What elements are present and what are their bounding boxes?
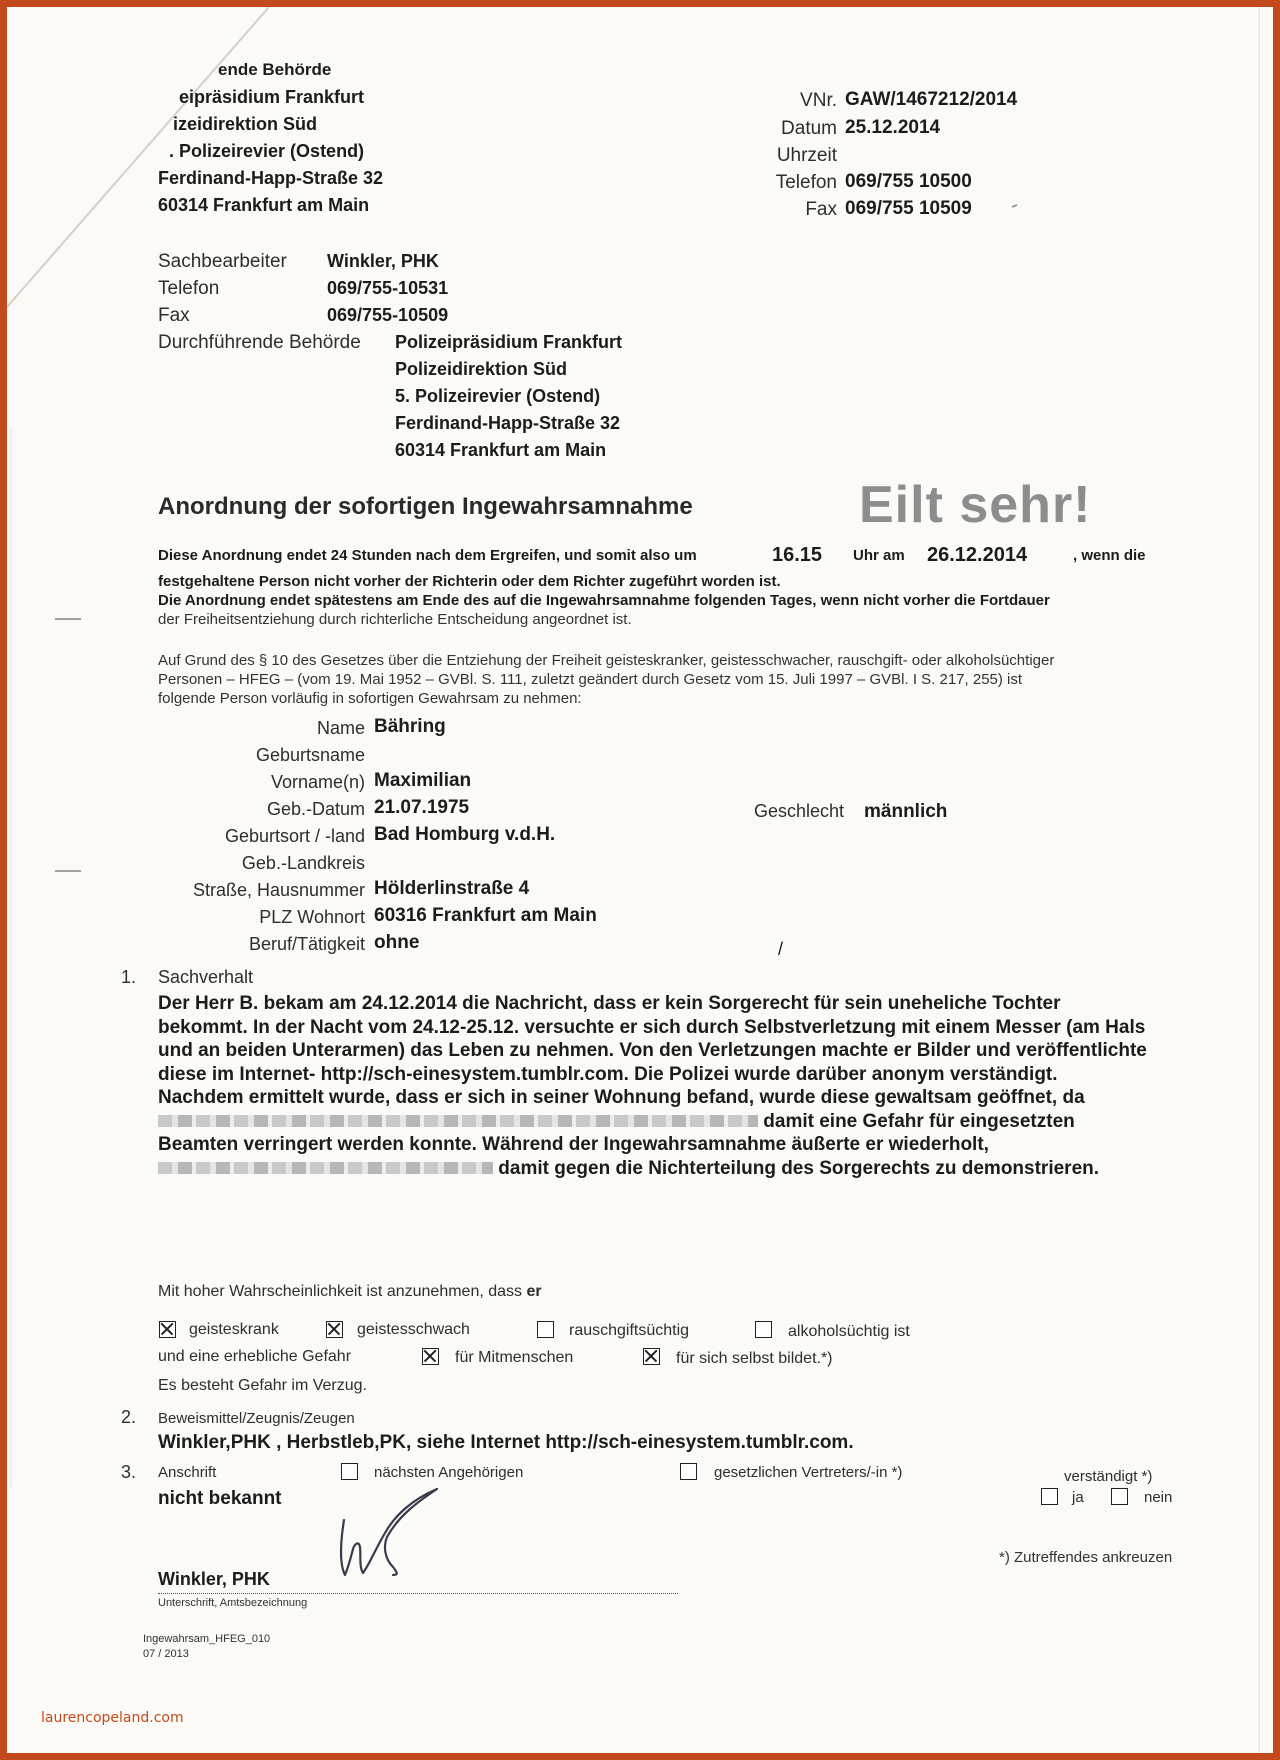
form-id: Ingewahrsam_HFEG_010 [143, 1633, 271, 1645]
durchfuehrende-line-3: 5. Polizeirevier (Ostend) [395, 386, 601, 406]
section-2-value: Winkler,PHK , Herbstleb,PK, siehe Internet http://sch-einesystem.tumblr.com. [158, 1432, 854, 1453]
signature-caption: Unterschrift, Amtsbezeichnung [158, 1597, 308, 1609]
officer-telefon-value: 069/755-10531 [327, 278, 449, 298]
gebdatum-label: Geb.-Datum [266, 799, 365, 819]
checkbox-gesetzlicher-vertreter[interactable] [680, 1463, 697, 1480]
strasse-value: Hölderlinstraße 4 [374, 878, 530, 899]
label-alkoholsuechtig: alkoholsüchtig ist [788, 1323, 910, 1340]
vnr-label: VNr. [800, 90, 837, 111]
label-nein: nein [1144, 1489, 1173, 1506]
legal-line-3: folgende Person vorläufig in sofortigen Gewahrsam zu nehmen: [158, 690, 582, 707]
sachbearbeiter-label: Sachbearbeiter [158, 251, 287, 272]
section-2-label: Beweismittel/Zeugnis/Zeugen [158, 1410, 355, 1427]
order-line-1c: , wenn die [1073, 547, 1146, 564]
document-page [7, 7, 1273, 1753]
order-end-date: 26.12.2014 [927, 544, 1028, 566]
checkbox-rauschgiftsuechtig[interactable] [537, 1321, 554, 1338]
authority-line-3: izeidirektion Süd [173, 114, 318, 134]
label-naechste-angehoerige: nächsten Angehörigen [374, 1464, 524, 1481]
sachbearbeiter-value: Winkler, PHK [327, 251, 439, 271]
redacted-text-1 [158, 1115, 758, 1127]
order-line-1a: Diese Anordnung endet 24 Stunden nach dem Ergreifen, und somit also um [158, 547, 697, 564]
section-3-value: nicht bekannt [158, 1488, 282, 1509]
facts-paragraph [158, 992, 1148, 1180]
vorname-value: Maximilian [374, 770, 472, 791]
fax-value: 069/755 10509 [845, 198, 972, 219]
durchfuehrende-line-2: Polizeidirektion Süd [395, 359, 568, 379]
facts-text-2: damit eine Gefahr für eingesetzten Beamten verringert werden konnte. Während der Ingewahrsamnahme äußerte er wiederholt, [158, 1110, 1075, 1155]
urgent-stamp: Eilt sehr! [859, 476, 1092, 534]
label-geisteskrank: geisteskrank [189, 1321, 279, 1338]
checkbox-mitmenschen[interactable] [422, 1348, 439, 1365]
authority-line-2: eipräsidium Frankfurt [179, 87, 365, 107]
authority-line-4: . Polizeirevier (Ostend) [169, 141, 365, 161]
landkreis-label: Geb.-Landkreis [241, 853, 365, 873]
facts-text-3: damit gegen die Nichterteilung des Sorgerechts zu demonstrieren. [498, 1157, 1100, 1179]
strasse-label: Straße, Hausnummer [192, 880, 365, 900]
vorname-label: Vorname(n) [270, 772, 365, 792]
order-line-2: festgehaltene Person nicht vorher der Richterin oder dem Richter zugeführt worden ist. [158, 573, 781, 590]
authority-line-1: ende Behörde [218, 60, 332, 79]
officer-fax-value: 069/755-10509 [327, 305, 449, 325]
beruf-slash: / [778, 939, 784, 959]
facts-text-1: Der Herr B. bekam am 24.12.2014 die Nachricht, dass er kein Sorgerecht für sein uneheliche Tochter bekommt. In der Nacht vom 24.12-25.12. versuchte er sich durch Selbstverletzung mit einem Messer (am Hals und an beiden Unterarmen) das Leben zu nehmen. Von den Verletzungen machte er Bilder und veröffentlichte diese im Internet- http://sch-einesystem.tumblr.com. Die Polizei wurde darüber anonym verständigt. Nachdem ermittelt wurde, dass er sich in seiner Wohnung befand, wurde diese gewaltsam geöffnet, da [158, 993, 1147, 1108]
section-1-number: 1. [121, 967, 137, 987]
signature-name: Winkler, PHK [158, 1569, 270, 1589]
officer-telefon-label: Telefon [158, 278, 220, 299]
geburtsort-value: Bad Homburg v.d.H. [374, 824, 556, 845]
section-1-label: Sachverhalt [158, 967, 254, 987]
name-value: Bähring [374, 716, 446, 737]
vnr-value: GAW/1467212/2014 [845, 89, 1018, 110]
label-sich-selbst: für sich selbst bildet.*) [676, 1350, 833, 1367]
label-mitmenschen: für Mitmenschen [455, 1349, 574, 1366]
redacted-text-2 [158, 1162, 493, 1174]
assessment-intro-text: Mit hoher Wahrscheinlichkeit ist anzunehmen, dass [158, 1283, 523, 1300]
uhrzeit-label: Uhrzeit [776, 145, 837, 166]
name-label: Name [316, 718, 365, 738]
checkbox-geistesschwach[interactable] [326, 1321, 343, 1338]
plz-label: PLZ Wohnort [259, 907, 365, 927]
checkbox-nein[interactable] [1111, 1488, 1128, 1505]
footnote-zutreffendes: *) Zutreffendes ankreuzen [999, 1549, 1173, 1566]
checkbox-sich-selbst[interactable] [643, 1348, 660, 1365]
checkbox-alkoholsuechtig[interactable] [755, 1321, 772, 1338]
authority-line-5: Ferdinand-Happ-Straße 32 [158, 168, 384, 188]
form-date: 07 / 2013 [143, 1648, 189, 1660]
section-3-number: 3. [121, 1462, 137, 1482]
section-2-number: 2. [121, 1407, 137, 1427]
document-title: Anordnung der sofortigen Ingewahrsamnahme [158, 493, 693, 520]
signature-line [158, 1593, 678, 1594]
label-erhebliche-gefahr: und eine erhebliche Gefahr [158, 1348, 352, 1365]
order-line-3: Die Anordnung endet spätestens am Ende des auf die Ingewahrsamnahme folgenden Tages, wenn nicht vorher die Fortdauer [158, 592, 1050, 609]
order-end-time: 16.15 [772, 544, 823, 566]
telefon-label: Telefon [775, 172, 837, 193]
label-rauschgiftsuechtig: rauschgiftsüchtig [569, 1322, 690, 1339]
gebdatum-value: 21.07.1975 [374, 797, 470, 818]
geschlecht-label: Geschlecht [754, 801, 845, 821]
label-geistesschwach: geistesschwach [357, 1321, 470, 1338]
durchfuehrende-line-1: Polizeipräsidium Frankfurt [395, 332, 623, 352]
geburtsort-label: Geburtsort / -land [224, 826, 365, 846]
legal-line-1: Auf Grund des § 10 des Gesetzes über die Entziehung der Freiheit geisteskranker, geistesschwacher, rauschgift- oder alkoholsüchtiger [158, 652, 1055, 669]
officer-fax-label: Fax [158, 305, 190, 326]
beruf-label: Beruf/Tätigkeit [248, 934, 365, 954]
watermark: laurencopeland.com [41, 1710, 184, 1726]
label-ja: ja [1072, 1489, 1084, 1506]
durchfuehrende-line-5: 60314 Frankfurt am Main [395, 440, 607, 460]
section-3-label: Anschrift [158, 1464, 217, 1481]
durchfuehrende-behoerde-label: Durchführende Behörde [158, 332, 361, 353]
order-line-4: der Freiheitsentziehung durch richterliche Entscheidung angeordnet ist. [158, 611, 632, 628]
checkbox-geisteskrank[interactable] [159, 1321, 176, 1338]
gefahr-im-verzug: Es besteht Gefahr im Verzug. [158, 1377, 367, 1394]
assessment-intro [158, 1283, 542, 1300]
authority-line-6: 60314 Frankfurt am Main [158, 195, 370, 215]
geschlecht-value: männlich [864, 801, 948, 822]
assessment-intro-er: er [526, 1283, 542, 1300]
datum-label: Datum [781, 118, 837, 139]
datum-value: 25.12.2014 [845, 117, 941, 138]
geburtsname-label: Geburtsname [255, 745, 365, 765]
fax-label: Fax [805, 199, 837, 220]
checkbox-ja[interactable] [1041, 1488, 1058, 1505]
telefon-value: 069/755 10500 [845, 171, 972, 192]
handwritten-signature [327, 1475, 487, 1585]
beruf-value: ohne [374, 932, 420, 953]
legal-line-2: Personen – HFEG – (vom 19. Mai 1952 – GVBl. S. 111, zuletzt geändert durch Gesetz vom 15. Juli 1997 – GVBl. I S. 217, 255) ist [158, 671, 1023, 688]
durchfuehrende-line-4: Ferdinand-Happ-Straße 32 [395, 413, 621, 433]
label-verstaendigt: verständigt *) [1064, 1468, 1153, 1485]
plz-value: 60316 Frankfurt am Main [374, 905, 597, 926]
order-line-1b: Uhr am [853, 547, 905, 564]
label-gesetzlicher-vertreter: gesetzlichen Vertreters/-in *) [714, 1464, 903, 1481]
